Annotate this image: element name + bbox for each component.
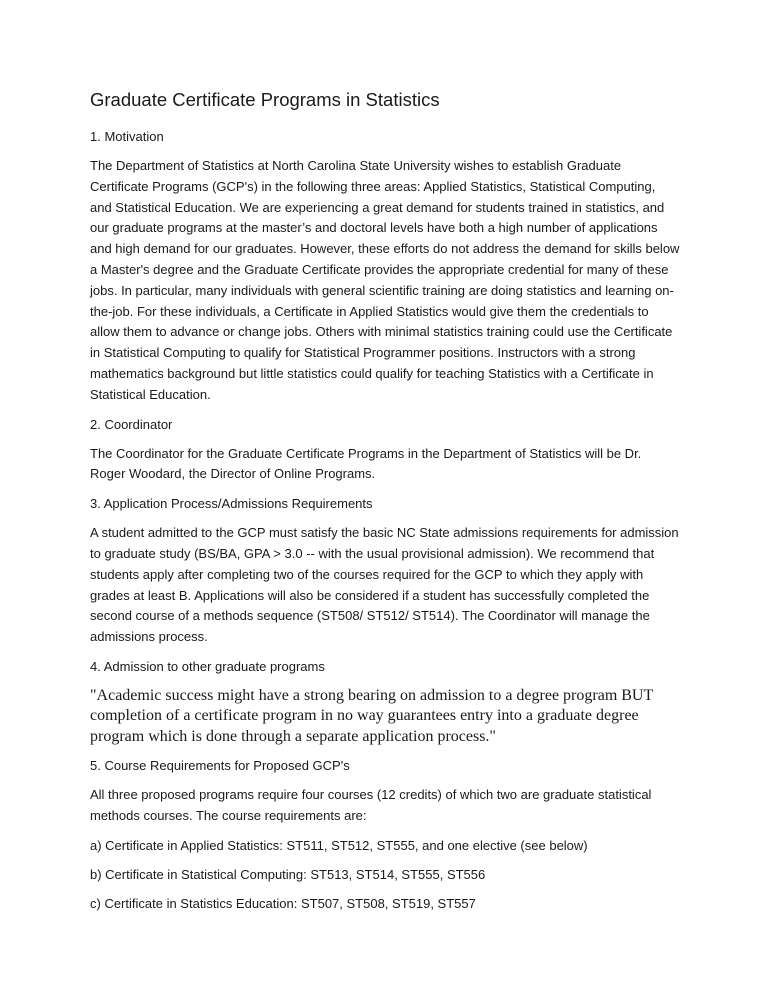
section-body-coordinator: The Coordinator for the Graduate Certificate Programs in the Department of Statistics will be Dr. Roger Woodard, the Director of Online Programs. <box>90 445 642 482</box>
section-heading-coordinator: 2. Coordinator <box>90 416 173 432</box>
section-heading-motivation: 1. Motivation <box>90 129 164 144</box>
list-item: a) Certificate in Applied Statistics: ST511, ST512, ST555, and one elective (see below) <box>90 838 588 854</box>
document-title: Graduate Certificate Programs in Statistics <box>90 89 440 110</box>
section-heading-admission-other: 4. Admission to other graduate programs <box>90 658 325 674</box>
section-heading-course-requirements: 5. Course Requirements for Proposed GCP's <box>90 758 350 774</box>
list-item: b) Certificate in Statistical Computing: ST513, ST514, ST555, ST556 <box>90 867 486 883</box>
section-body-course-requirements: All three proposed programs require four courses (12 credits) of which two are graduate statistical methods courses. The course requirements are: <box>90 787 652 824</box>
section-body-motivation: The Department of Statistics at North Carolina State University wishes to establish Graduate Certificate Programs (GCP's) in the following three areas: Applied Statistics, Statistical Computing, and Statistical Education. We are experiencing a great demand for students trained in statistics, and our graduate programs at the master’s and doctoral levels have both a high number of applications and high demand for our graduates. However, these efforts do not address the demand for skills below a Master's degree and the Graduate Certificate provides the appropriate credential for many of these jobs. In particular, many individuals with general scientific training are doing statistics and learning on-the-job. For these individuals, a Certificate in Applied Statistics would give them the credentials to allow them to advance or change jobs. Others with minimal statistics training could use the Certificate in Statistical Computing to qualify for Statistical Programmer positions. Instructors with a strong mathematics background but little statistics could qualify for teaching Statistics with a Certificate in Statistical Education. <box>90 158 680 402</box>
section-body-application: A student admitted to the GCP must satisfy the basic NC State admissions requirements for admission to graduate study (BS/BA, GPA > 3.0 -- with the usual provisional admission). We recommend that students apply after completing two of the courses required for the GCP to which they apply with grades at least B. Applications will also be considered if a student has successfully completed the second course of a methods sequence (ST508/ ST512/ ST514). The Coordinator will manage the admissions process. <box>90 525 679 645</box>
section-heading-application: 3. Application Process/Admissions Requirements <box>90 496 373 512</box>
list-item: c) Certificate in Statistics Education: ST507, ST508, ST519, ST557 <box>90 896 476 912</box>
document-page <box>90 88 680 923</box>
admission-quote: "Academic success might have a strong bearing on admission to a degree program BUT completion of a certificate program in no way guarantees entry into a graduate degree program which is done through a separate application process." <box>90 686 653 745</box>
